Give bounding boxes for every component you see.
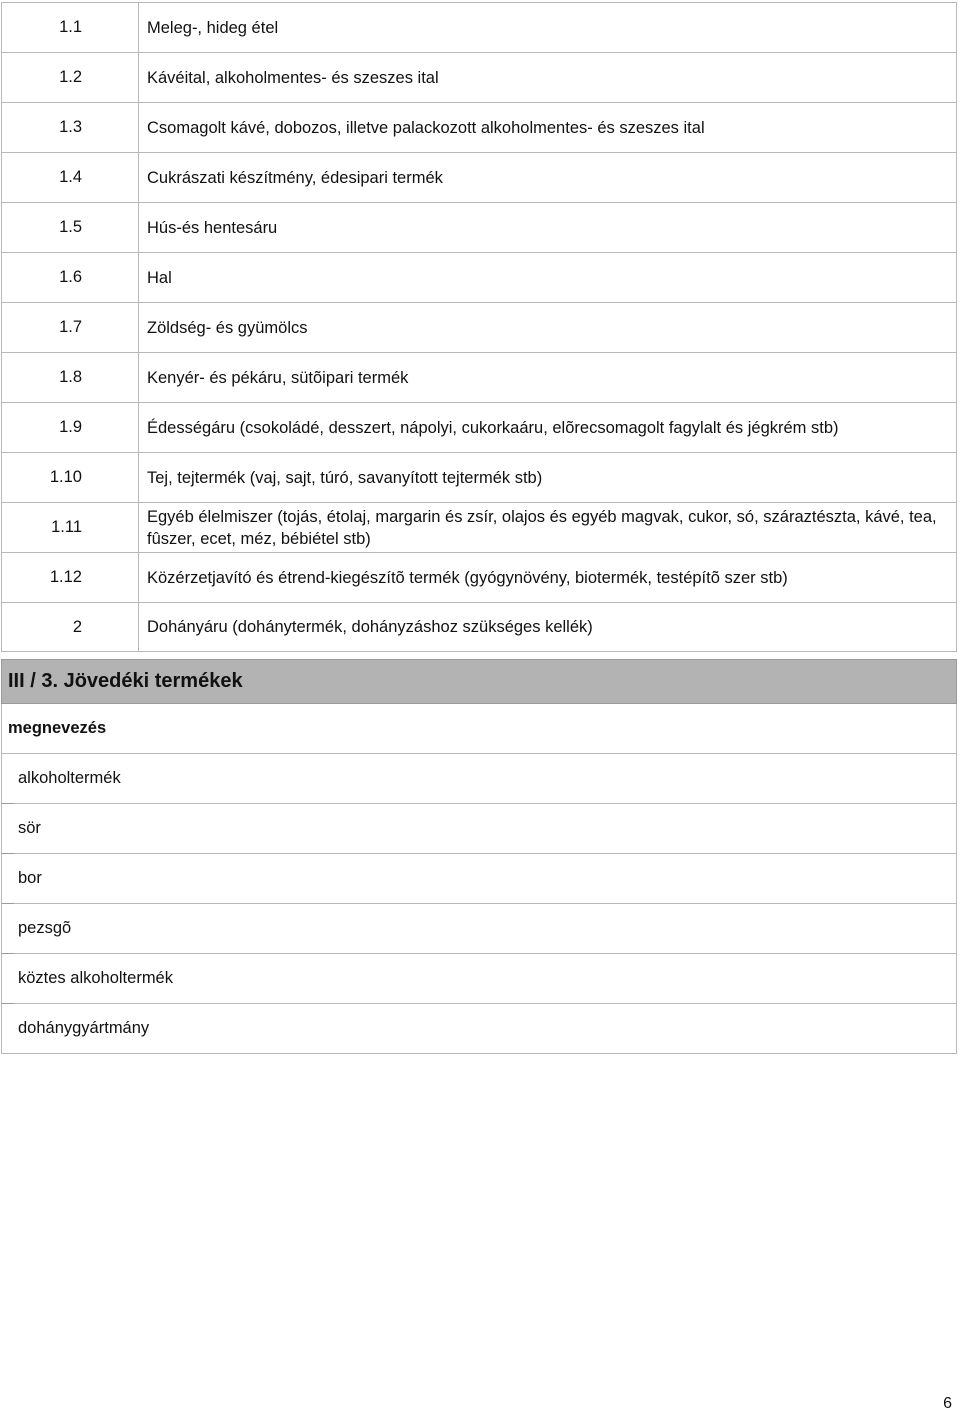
table-row	[2, 103, 957, 153]
row-tick	[2, 803, 14, 804]
table-row	[2, 53, 957, 103]
category-label: Kenyér- és pékáru, sütõipari termék	[139, 353, 957, 403]
table-row	[2, 403, 957, 453]
table-row	[2, 553, 957, 603]
category-code: 1.8	[2, 353, 139, 403]
table-row	[2, 203, 957, 253]
table-row	[2, 503, 957, 553]
category-code: 1.2	[2, 53, 139, 103]
table-row	[2, 453, 957, 503]
category-code: 1.1	[2, 3, 139, 53]
excise-item-label: köztes alkoholtermék	[18, 969, 173, 987]
table-row	[2, 854, 957, 904]
section-header-row	[2, 660, 957, 704]
page-number: 6	[943, 1395, 952, 1412]
table-row	[2, 904, 957, 954]
category-label: Csomagolt kávé, dobozos, illetve palackozott alkoholmentes- és szeszes ital	[139, 103, 957, 153]
table-row	[2, 754, 957, 804]
category-label: Hús-és hentesáru	[139, 203, 957, 253]
table-row	[2, 804, 957, 854]
category-code: 1.4	[2, 153, 139, 203]
category-code: 1.11	[2, 503, 139, 553]
column-header-row	[2, 704, 957, 754]
excise-item	[2, 804, 957, 854]
category-code: 1.12	[2, 553, 139, 603]
section-title: III / 3. Jövedéki termékek	[2, 660, 957, 704]
excise-item	[2, 954, 957, 1004]
row-tick	[2, 903, 14, 904]
row-tick	[2, 953, 14, 954]
table-row	[2, 303, 957, 353]
category-label: Egyéb élelmiszer (tojás, étolaj, margarin és zsír, olajos és egyéb magvak, cukor, só, száraztészta, kávé, tea, fûszer, ecet, méz, bébiétel stb)	[139, 503, 957, 553]
category-label: Kávéital, alkoholmentes- és szeszes ital	[139, 53, 957, 103]
table-row	[2, 153, 957, 203]
excise-item	[2, 904, 957, 954]
category-label: Hal	[139, 253, 957, 303]
category-code: 2	[2, 603, 139, 652]
category-code: 1.9	[2, 403, 139, 453]
excise-item-label: bor	[18, 869, 42, 887]
table-row	[2, 3, 957, 53]
row-tick	[2, 1003, 14, 1004]
excise-item: alkoholtermék	[2, 754, 957, 804]
category-code: 1.3	[2, 103, 139, 153]
category-label: Közérzetjavító és étrend-kiegészítõ termék (gyógynövény, biotermék, testépítõ szer stb)	[139, 553, 957, 603]
category-code: 1.6	[2, 253, 139, 303]
row-tick	[2, 853, 14, 854]
category-label: Édességáru (csokoládé, desszert, nápolyi, cukorkaáru, elõrecsomagolt fagylalt és jégkrém stb)	[139, 403, 957, 453]
table-row	[2, 353, 957, 403]
excise-item	[2, 854, 957, 904]
category-label: Cukrászati készítmény, édesipari termék	[139, 153, 957, 203]
category-label: Dohányáru (dohánytermék, dohányzáshoz szükséges kellék)	[139, 603, 957, 652]
category-code: 1.5	[2, 203, 139, 253]
category-label: Zöldség- és gyümölcs	[139, 303, 957, 353]
excise-products-table	[1, 659, 957, 1054]
table-row	[2, 1004, 957, 1054]
excise-item-label: dohánygyártmány	[18, 1019, 150, 1037]
table-row	[2, 253, 957, 303]
excise-item	[2, 1004, 957, 1054]
category-label: Meleg-, hideg étel	[139, 3, 957, 53]
goods-category-table	[1, 2, 957, 652]
table-row	[2, 954, 957, 1004]
category-label: Tej, tejtermék (vaj, sajt, túró, savanyított tejtermék stb)	[139, 453, 957, 503]
excise-item-label: sör	[18, 819, 41, 837]
table-row	[2, 603, 957, 652]
excise-item-label: pezsgõ	[18, 919, 72, 937]
category-code: 1.10	[2, 453, 139, 503]
category-code: 1.7	[2, 303, 139, 353]
column-header-name: megnevezés	[2, 704, 957, 754]
